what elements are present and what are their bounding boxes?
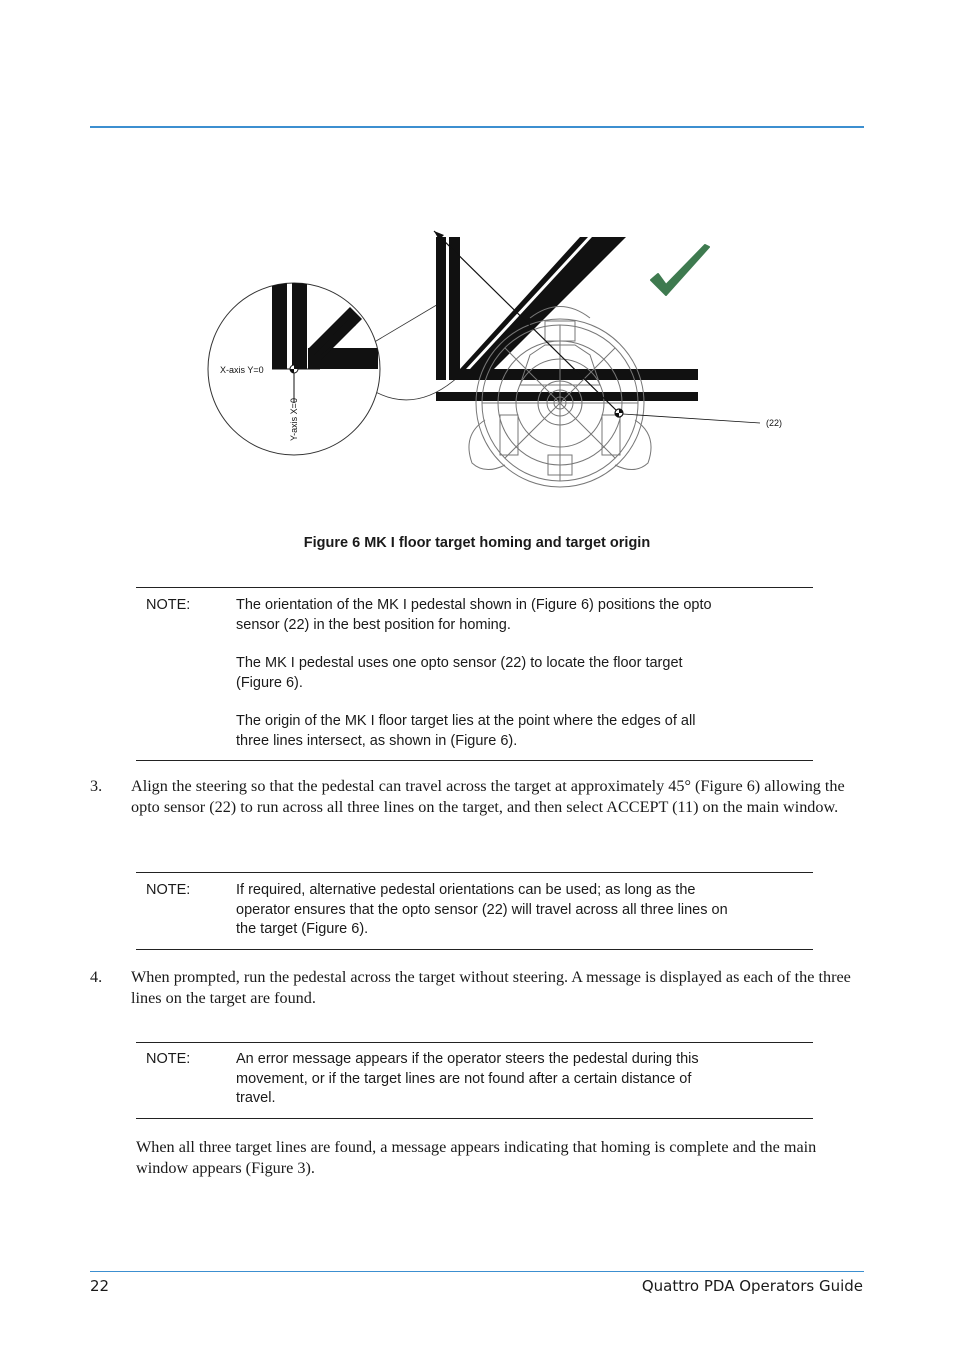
- note-paragraph: The orientation of the MK I pedestal shown in (Figure 6) positions the opto sensor (22) in the best position for homing.: [236, 597, 712, 633]
- y-axis-label: Y-axis X=0: [289, 398, 299, 441]
- target-vertical-stripe-inner: [449, 237, 460, 380]
- note-paragraph: An error message appears if the operator steers the pedestal during this movement, or if the target lines are not found after a certain distance of travel.: [236, 1051, 699, 1106]
- step-text: Align the steering so that the pedestal can travel across the target at approximately 45° (Figure 6) allowing the opto sensor (22) to run across all three lines on the target, and then select ACCEPT (11) on the main window.: [131, 777, 845, 816]
- callout-leader-line: [623, 414, 760, 423]
- zoom-connector-line: [366, 303, 440, 347]
- zoom-detail: [208, 283, 380, 455]
- x-axis-label: X-axis Y=0: [220, 365, 264, 375]
- note-box: [136, 587, 813, 761]
- note-paragraph: If required, alternative pedestal orientations can be used; as long as the operator ensures that the opto sensor (22) will travel across all three lines on the target (Figure 6).: [236, 882, 728, 937]
- note-label: NOTE:: [146, 1051, 191, 1067]
- target-vertical-stripe: [436, 237, 446, 380]
- checkmark-icon: [651, 245, 709, 295]
- note-label: NOTE:: [146, 597, 191, 613]
- figure-caption: Figure 6 MK I floor target homing and target origin: [303, 535, 651, 551]
- step-text: When prompted, run the pedestal across the target without steering. A message is displayed as each of the three lines on the target are found.: [131, 968, 851, 1007]
- page-number: 22: [90, 1277, 110, 1295]
- note-box: [136, 1042, 813, 1119]
- note-label: NOTE:: [146, 882, 191, 898]
- callout-label: (22): [766, 418, 783, 428]
- note-box: [136, 872, 813, 950]
- floor-target-figure: [200, 225, 800, 500]
- note-body: [236, 1050, 731, 1128]
- note-paragraph: The origin of the MK I floor target lies at the point where the edges of all three lines intersect, as shown in (Figure 6).: [236, 713, 696, 749]
- note-paragraph: The MK I pedestal uses one opto sensor (22) to locate the floor target (Figure 6).: [236, 655, 683, 691]
- note-body: [236, 596, 731, 770]
- closing-paragraph: When all three target lines are found, a message appears indicating that homing is complete and the main window appears (Figure 3).: [136, 1138, 817, 1177]
- header-rule: [90, 126, 864, 128]
- target-horizontal-stripe-inner: [460, 369, 698, 380]
- step-number: 3.: [90, 777, 103, 795]
- document-title: Quattro PDA Operators Guide: [641, 1277, 863, 1295]
- footer-rule: [90, 1271, 864, 1272]
- step-number: 4.: [90, 968, 103, 986]
- note-body: [236, 881, 731, 959]
